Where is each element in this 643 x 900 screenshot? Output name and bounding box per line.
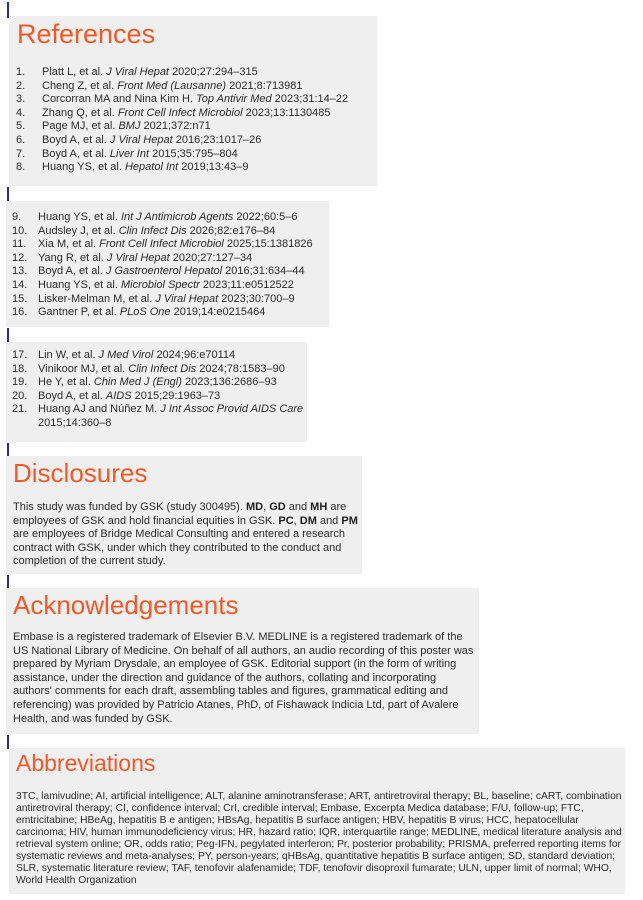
disclosure-fragment: and xyxy=(316,514,342,527)
reference-details: 2024;96:e70114 xyxy=(156,349,236,361)
reference-details: 2023;11:e0512522 xyxy=(202,278,294,291)
reference-details: 2019;14:e0215464 xyxy=(173,306,266,319)
section-marker xyxy=(7,735,9,749)
references-title: References xyxy=(17,19,156,49)
reference-authors: Boyd A, et al. xyxy=(38,389,103,402)
author-initials: MD xyxy=(245,501,264,513)
author-initials: GD xyxy=(269,501,286,513)
reference-number: 18. xyxy=(12,362,28,375)
references-panel-3 xyxy=(6,342,307,442)
reference-journal: J Gastroenterol Hepatol xyxy=(105,265,223,278)
references-panel xyxy=(9,16,377,186)
reference-item xyxy=(16,148,372,162)
reference-authors: Cheng Z, et al. xyxy=(42,79,115,92)
disclosures-title: Disclosures xyxy=(13,458,148,488)
disclosures-panel xyxy=(6,456,362,574)
acknowledgements-panel xyxy=(6,588,479,734)
reference-journal: J Viral Hepat xyxy=(155,292,219,305)
reference-number: 9. xyxy=(12,211,22,223)
reference-authors: Xia M, et al. xyxy=(38,238,97,251)
reference-journal: J Med Virol xyxy=(98,349,154,361)
reference-item xyxy=(12,252,328,266)
reference-item xyxy=(12,376,306,390)
references-list-1 xyxy=(16,66,372,175)
reference-number: 2. xyxy=(16,79,26,92)
reference-item xyxy=(12,306,328,320)
references-list-2 xyxy=(12,211,328,320)
reference-number: 4. xyxy=(16,106,26,119)
reference-authors: Huang YS, et al. xyxy=(38,278,118,291)
author-initials: PM xyxy=(341,514,358,527)
reference-item xyxy=(12,349,306,363)
reference-item xyxy=(16,161,372,175)
reference-details: 2023;31:14–22 xyxy=(274,93,349,106)
reference-item xyxy=(16,93,372,107)
reference-number: 13. xyxy=(12,265,28,278)
reference-number: 3. xyxy=(16,93,26,106)
reference-details: 2026;82:e176–84 xyxy=(189,224,276,237)
reference-number: 1. xyxy=(16,66,26,78)
reference-details: 2019;13:43–9 xyxy=(181,161,249,174)
reference-number: 17. xyxy=(12,349,28,361)
reference-authors: Audsley J, et al. xyxy=(38,224,116,237)
abbreviations-title: Abbreviations xyxy=(16,750,156,776)
reference-journal: Chin Med J (Engl) xyxy=(93,376,182,389)
reference-authors: Platt L, et al. xyxy=(42,66,104,78)
section-marker xyxy=(7,187,9,201)
disclosure-fragment: , xyxy=(293,514,300,527)
reference-journal: Microbiol Spectr xyxy=(120,278,200,291)
reference-authors: Page MJ, et al. xyxy=(42,120,116,133)
author-initials: PC xyxy=(278,514,294,527)
reference-authors: Huang YS, et al. xyxy=(38,211,118,223)
reference-authors: Vinikoor MJ, et al. xyxy=(38,362,126,375)
reference-item xyxy=(12,225,328,239)
reference-authors: Lin W, et al. xyxy=(38,349,96,361)
reference-details: 2016;23:1017–26 xyxy=(175,133,262,146)
reference-journal: AIDS xyxy=(105,389,132,402)
disclosures-text xyxy=(13,501,361,569)
disclosure-fragment: and xyxy=(285,501,311,513)
reference-journal: Liver Int xyxy=(109,147,150,160)
reference-number: 5. xyxy=(16,120,26,133)
reference-details: 2023;30:700–9 xyxy=(221,292,295,305)
reference-journal: PLoS One xyxy=(119,306,171,319)
reference-authors: Huang YS, et al. xyxy=(42,161,122,174)
reference-item xyxy=(12,238,328,252)
reference-number: 20. xyxy=(12,389,28,402)
reference-item xyxy=(12,390,306,404)
reference-item xyxy=(16,120,372,134)
section-marker xyxy=(7,443,9,457)
reference-authors: Gantner P, et al. xyxy=(38,306,117,319)
reference-item xyxy=(12,403,306,430)
reference-item xyxy=(12,279,328,293)
reference-item xyxy=(16,66,372,80)
reference-journal: Front Cell Infect Microbiol xyxy=(99,238,224,251)
abbreviations-text: 3TC, lamivudine; AI, artificial intelligence; ALT, alanine aminotransferase; ART, antiretroviral therapy; BL, baseline; cART, combination antiretroviral therapy; CI, confidence interval; CrI, credible interval; Embase, Excerpta Medica database; F/U, follow-up; FTC, emtricitabine; HBeAg, hepatitis B e antigen; HBsAg, hepatitis B surface antigen; HBV, hepatitis B virus; HCC, hepatocellular carcinoma; HIV, human immunodeficiency virus; HR, hazard ratio; IQR, interquartile range; MEDLINE, medical literature analysis and retrieval system online; OR, odds ratio; Peg-IFN, pegylated interferon; Pr, posterior probability; PRISMA, preferred reporting items for systematic reviews and meta-analyses; PY, person-years; qHBsAg, quantitative hepatitis B surface antigen; SD, standard deviation; SLR, systematic literature review; TAF, tenofovir alafenamide; TDF, tenofovir disoproxil fumarate; ULN, upper limit of normal; WHO, World Health Organization xyxy=(16,791,622,886)
disclosure-fragment: are employees of GSK and hold financial equities in GSK. xyxy=(13,501,347,527)
author-initials: MH xyxy=(310,501,328,513)
section-marker xyxy=(7,575,9,589)
reference-details: 2020;27:294–315 xyxy=(172,66,258,78)
reference-number: 15. xyxy=(12,292,28,305)
reference-authors: Zhang Q, et al. xyxy=(42,106,115,119)
reference-journal: Top Antivir Med xyxy=(196,93,272,106)
reference-number: 19. xyxy=(12,376,28,389)
reference-item xyxy=(12,211,328,225)
reference-number: 14. xyxy=(12,278,28,291)
reference-number: 10. xyxy=(12,224,28,237)
reference-details: 2020;27:127–34 xyxy=(172,251,253,264)
reference-authors: Yang R, et al. xyxy=(38,251,104,264)
reference-authors: Lisker-Melman M, et al. xyxy=(38,292,153,305)
reference-journal: Front Cell Infect Microbiol xyxy=(117,106,243,119)
reference-authors: Boyd A, et al. xyxy=(42,133,107,146)
reference-number: 8. xyxy=(16,161,26,174)
reference-number: 7. xyxy=(16,147,26,160)
reference-item xyxy=(12,265,328,279)
reference-journal: J Viral Hepat xyxy=(106,251,170,264)
reference-number: 6. xyxy=(16,133,26,146)
acknowledgements-text: Embase is a registered trademark of Elsevier B.V. MEDLINE is a registered trademark of the US National Library of Medicine. On behalf of all authors, an audio recording of this poster was prepared by Myriam Drysdale, an employee of GSK. Editorial support (in the form of writing assistance, under the direction and guidance of the authors, collating and incorporating authors' comments for each draft, assembling tables and figures, grammatical editing and referencing) was provided by Patricio Atanes, PhD, of Fishawack Indicia Ltd, part of Avalere Health, and was funded by GSK. xyxy=(13,631,474,725)
reference-details: 2025;15:1381826 xyxy=(226,238,313,251)
disclosure-fragment: are employees of Bridge Medical Consulting and entered a research contract with GSK, under which they contributed to the conduct and completion of the current study. xyxy=(13,528,346,568)
section-marker xyxy=(7,328,9,342)
reference-journal: Hepatol Int xyxy=(124,161,179,174)
reference-journal: J Viral Hepat xyxy=(109,133,173,146)
references-panel-2 xyxy=(6,201,329,327)
abbreviations-panel xyxy=(9,748,625,894)
reference-details: 2015;29:1963–73 xyxy=(134,389,221,402)
reference-details: 2023;136:2686–93 xyxy=(184,376,277,389)
reference-details: 2023;13:1130485 xyxy=(245,106,331,119)
reference-number: 21. xyxy=(12,403,28,416)
disclosure-fragment: This study was funded by GSK (study 300495). xyxy=(13,501,246,513)
reference-journal: Int J Antimicrob Agents xyxy=(120,211,234,223)
reference-authors: Huang AJ and Núñez M. xyxy=(38,403,158,416)
reference-item xyxy=(16,134,372,148)
reference-details: 2021;8:713981 xyxy=(229,79,303,92)
reference-journal: J Int Assoc Provid AIDS Care xyxy=(160,403,304,416)
disclosure-fragment: , xyxy=(263,501,270,513)
reference-journal: Clin Infect Dis xyxy=(128,362,197,375)
reference-number: 11. xyxy=(12,238,27,251)
reference-authors: Corcorran MA and Nina Kim H. xyxy=(42,93,193,106)
reference-number: 12. xyxy=(12,251,28,264)
reference-authors: He Y, et al. xyxy=(38,376,91,389)
reference-item xyxy=(16,107,372,121)
reference-journal: J Viral Hepat xyxy=(106,66,169,78)
reference-details: 2021;372:n71 xyxy=(143,120,211,133)
reference-details: 2015;35:795–804 xyxy=(152,147,238,160)
reference-details: 2024;78:1583–90 xyxy=(199,362,285,375)
author-initials: DM xyxy=(299,514,317,527)
reference-item xyxy=(16,80,372,94)
reference-details: 2022;60:5–6 xyxy=(236,211,298,223)
reference-details: 2015;14:360–8 xyxy=(38,416,112,429)
reference-item xyxy=(12,363,306,377)
reference-journal: Front Med (Lausanne) xyxy=(117,79,227,92)
acknowledgements-title: Acknowledgements xyxy=(13,590,239,620)
reference-authors: Boyd A, et al. xyxy=(38,265,103,278)
reference-journal: BMJ xyxy=(118,120,141,133)
reference-journal: Clin Infect Dis xyxy=(118,224,187,237)
reference-authors: Boyd A, et al. xyxy=(42,147,107,160)
reference-details: 2016;31:634–44 xyxy=(225,265,305,278)
references-list-3 xyxy=(12,349,306,431)
reference-item xyxy=(12,293,328,307)
reference-number: 16. xyxy=(12,306,28,319)
